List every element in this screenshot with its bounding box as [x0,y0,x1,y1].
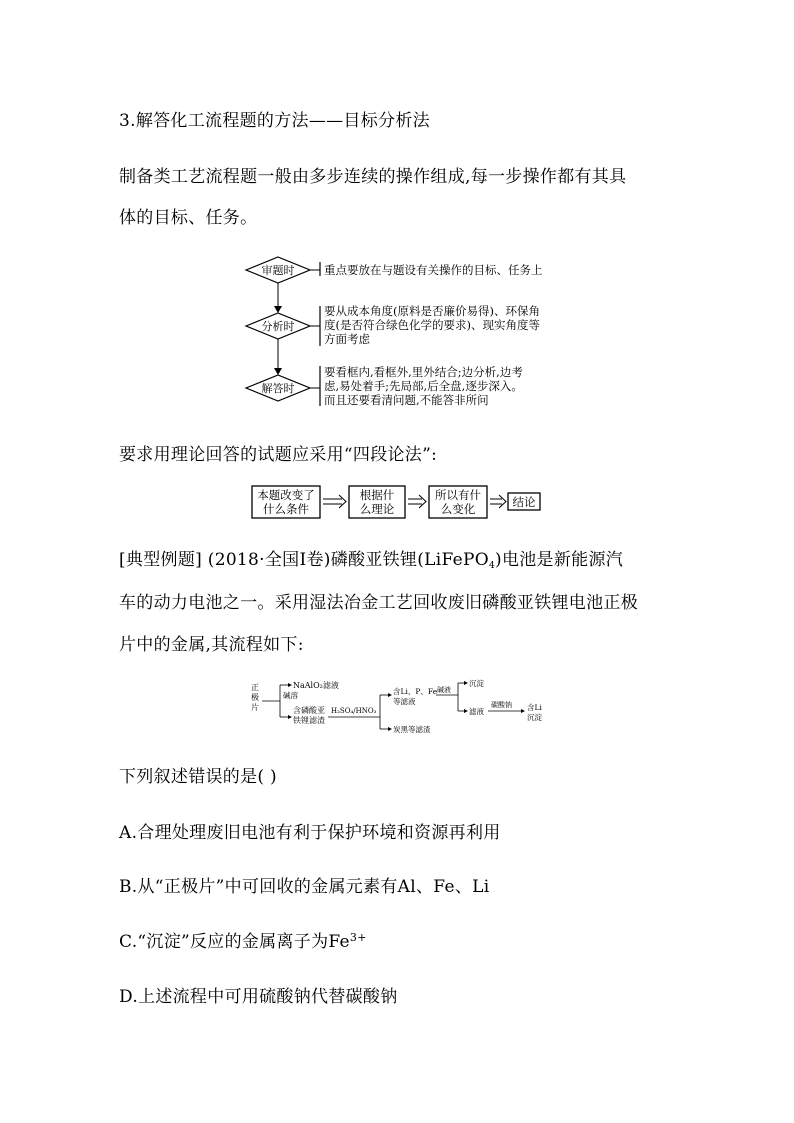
process-flow [248,675,558,735]
double-arrow-2 [408,495,426,508]
step-desc-2-line-1: 要从成本角度(原料是否廉价易得)、环保角 [324,304,540,318]
flow-base: 碱液 [437,686,451,694]
example-line-3: 片中的金属,其流程如下: [119,635,304,655]
flow-li-line-2: 沉淀 [527,713,542,722]
method-flowchart [240,254,560,414]
flow-residue-line-2: 铁锂滤渣 [293,716,325,725]
four-step-box-1-line-1: 本题改变了 [257,488,315,502]
step-label-1: 审题时 [261,264,295,277]
step-desc-2-line-3: 方面考虑 [324,332,370,346]
flow-na2co3: 碳酸钠 [491,701,512,709]
flow-precipitate: 沉淀 [469,679,484,688]
four-step-intro: 要求用理论回答的试题应采用“四段论法”: [119,445,438,465]
example-line-1-prefix: [典型例题] (2018·全国Ⅰ卷)磷酸亚铁锂(LiFePO [119,550,489,570]
svg-text:极: 极 [251,693,259,702]
option-c-superscript: 3+ [349,931,367,944]
option-a: A.合理处理废旧电池有利于保护环境和资源再利用 [119,823,501,843]
example-line-1 [119,545,623,571]
four-step-box-3-line-1: 所以有什 [435,488,481,502]
option-c-text: C.“沉淀”反应的金属离子为Fe [119,932,350,952]
step-desc-3-line-3: 而且还要看清问题,不能答非所问 [324,393,489,407]
option-b: B.从“正极片”中可回收的金属元素有Al、Fe、Li [119,877,490,897]
step-desc-3-line-2: 虑,易处着手;先局部,后全盘,逐步深入。 [324,379,523,393]
four-step-diagram [250,484,550,524]
four-step-box-3-line-2: 么变化 [440,502,476,516]
option-d: D.上述流程中可用硫酸钠代替碳酸钠 [119,987,398,1007]
flow-li-p-fe-line-2: 等滤液 [393,697,416,706]
double-arrow-3 [490,495,506,508]
example-line-1-subscript: 4 [488,561,496,571]
example-line-2: 车的动力电池之一。采用湿法冶金工艺回收废旧磷酸亚铁锂电池正极 [119,593,638,613]
flow-start [251,683,259,712]
intro-line-2: 体的目标、任务。 [119,208,258,228]
flow-li-line-1: 含Li [527,703,542,712]
svg-text:片: 片 [251,703,259,712]
section-heading: 3.解答化工流程题的方法——目标分析法 [119,111,430,131]
question: 下列叙述错误的是( ) [119,767,277,787]
step-label-2: 分析时 [261,320,295,333]
step-desc-3-line-1: 要看框内,看框外,里外结合;边分析,边考 [324,365,523,379]
flow-residue-line-1: 含磷酸亚 [293,706,325,715]
step-desc-1-line-1: 重点要放在与题设有关操作的目标、任务上 [324,263,543,277]
intro-line-1: 制备类工艺流程题一般由多步连续的操作组成,每一步操作都有其具 [119,167,627,187]
four-step-box-2-line-2: 么理论 [359,502,395,516]
step-label-3: 解答时 [261,382,295,395]
flow-naalo2: NaAlO₂滤液 [293,681,339,690]
flow-li-p-fe-line-1: 含Li、P、Fe [393,687,438,696]
svg-text:正: 正 [251,683,259,692]
flow-carbon: 炭黑等滤渣 [393,725,431,734]
four-step-box-2-line-1: 根据什 [359,488,395,502]
four-step-box-4-line-1: 结论 [512,495,536,509]
four-step-box-1-line-2: 什么条件 [263,502,309,516]
option-c [119,927,367,952]
step-desc-2-line-2: 度(是否符合绿色化学的要求)、现实角度等 [324,318,540,332]
example-line-1-suffix: )电池是新能源汽 [495,550,624,570]
double-arrow-1 [323,495,346,508]
flow-acid: H₂SO₄/HNO₃ [331,707,377,715]
flow-filtrate: 滤液 [469,707,484,716]
flow-step-base-dissolve: 碱溶 [283,691,298,700]
